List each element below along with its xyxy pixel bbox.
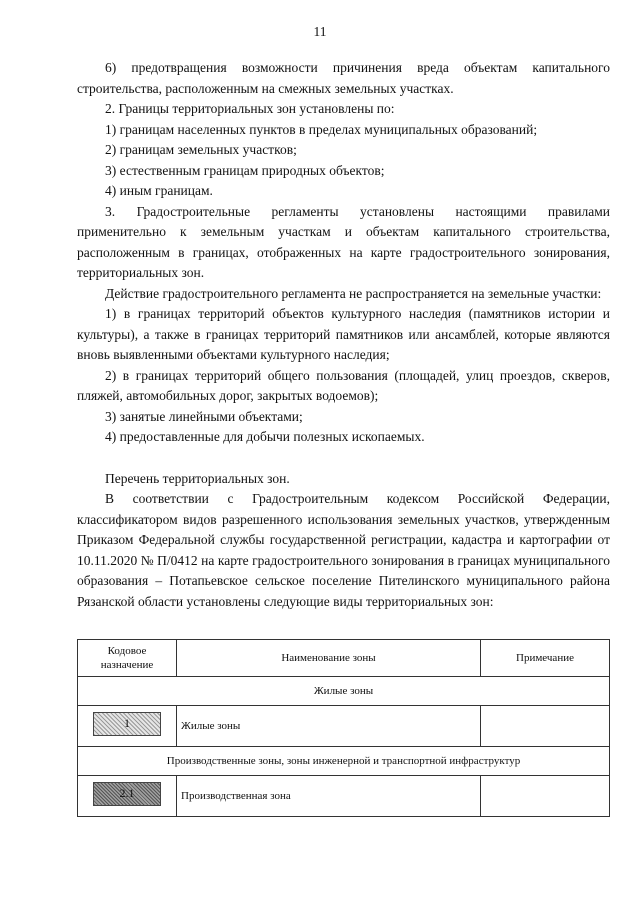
section-row-residential [78,677,610,706]
list-item: 2) в границах территорий общего пользования (площадей, улиц проездов, скверов, пляжей, автомобильных дорог, закрытых водоемов); [77,367,610,403]
zone-swatch-industrial [93,782,161,806]
zone-code-cell [78,776,177,817]
list-item: 2) границам земельных участков; [105,142,297,157]
paragraph: В соответствии с Градостроительным кодексом Российской Федерации, классификатором видов разрешенного использования земельных участков, утвержденным Приказом Федеральной службы государственной регистрации, кадастра и картографии от 10.11.2020 № П/0412 на карте градостроительного зонирования в границах муниципального образования – Потапьевское сельское поселение Пителинского муниципального района Рязанской области установлены следующие виды территориальных зон: [77,491,610,609]
zone-code: 1 [124,716,130,730]
zone-name: Производственная зона [177,776,481,817]
section-label: Производственные зоны, зоны инженерной и транспортной инфраструктур [78,747,610,776]
table-row [78,706,610,747]
list-item: 3) естественным границам природных объектов; [105,162,385,178]
page-number: 11 [313,24,327,39]
section-row-industrial [78,747,610,776]
paragraph: 3. Градостроительные регламенты установлены настоящими правилами применительно к земельным участкам и объектам капитального строительства, расположенным в границах, отображенных на карте градостроительного зонирования, территориальных зон. [77,203,610,280]
zone-note [481,776,610,817]
section-heading: Перечень территориальных зон. [105,470,290,486]
header-code: Кодовое назначение [78,640,177,677]
zone-code: 2.1 [119,786,135,800]
list-item: 1) в границах территорий объектов культурного наследия (памятников истории и культуры), а также в границах территорий памятников или ансамблей, которые являются вновь выявленными объектами культурного наследия; [77,306,610,362]
paragraph: 2. Границы территориальных зон установлены по: [105,101,395,116]
paragraph: 6) предотвращения возможности причинения вреда объектам капитального строительства, расположенным на смежных земельных участках. [77,60,610,96]
document-body [77,58,610,612]
header-note: Примечание [481,640,610,677]
table-header-row [78,640,610,677]
zones-table [77,639,610,817]
list-item: 4) предоставленные для добычи полезных ископаемых. [105,429,425,444]
table-row [78,776,610,817]
list-item: 4) иным границам. [105,183,213,198]
section-label: Жилые зоны [78,677,610,706]
zone-note [481,706,610,747]
zone-swatch-residential [93,712,161,736]
header-name: Наименование зоны [177,640,481,677]
zone-code-cell [78,706,177,747]
list-item: 1) границам населенных пунктов в пределах муниципальных образований; [105,121,538,137]
list-item: 3) занятые линейными объектами; [105,408,303,424]
paragraph: Действие градостроительного регламента не распространяется на земельные участки: [105,285,602,301]
zone-name: Жилые зоны [177,706,481,747]
